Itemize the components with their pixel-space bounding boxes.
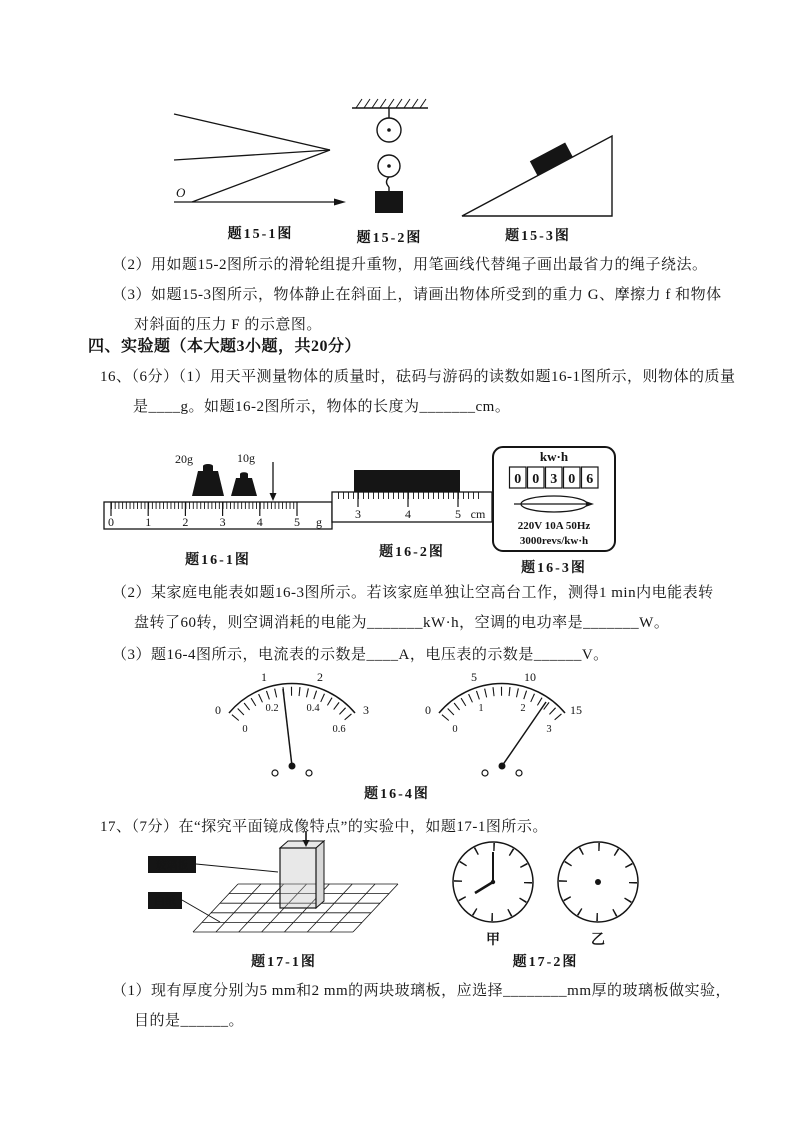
fig-15-3-diagram (458, 130, 618, 222)
clock-jia-center (491, 880, 495, 884)
figure-16-3 (490, 444, 618, 577)
meter-unit-title: kw·h (539, 449, 569, 464)
voltmeter-scale-label: 0 (452, 724, 458, 735)
fig-16-4-caption: 题16-4图 (364, 787, 430, 802)
weight-20g-neck (203, 466, 213, 471)
fixed-pulley-axle (387, 128, 391, 132)
ammeter-scale-label: 1 (261, 670, 267, 684)
rider-pointer-arrowhead (270, 493, 277, 501)
clock-yi-center (595, 879, 601, 885)
meter-digit: 0 (514, 472, 522, 487)
fig-17-1-caption: 题17-1图 (251, 955, 317, 970)
q16-intro-text: 16、（6分）（1）用天平测量物体的质量时，砝码与游码的读数如题16-1图所示，则物体的质量是____g。如题16-2图所示，物体的长度为_______cm。 (100, 369, 736, 415)
voltmeter-ticks (445, 691, 559, 718)
voltmeter-scale-label: 10 (524, 670, 536, 684)
ceiling-hatch (356, 99, 426, 108)
ammeter-terminal (306, 770, 312, 776)
ammeter-terminal (272, 770, 278, 776)
figure-17-1 (148, 830, 420, 971)
meter-digit: 6 (586, 472, 594, 487)
disc-arrowhead (586, 501, 594, 507)
voltmeter-pivot (499, 763, 506, 770)
voltmeter-scale-label: 0 (425, 703, 431, 717)
weight-10g-label: 10g (237, 451, 255, 465)
q16-part3-text: （3）题16-4图所示，电流表的示数是____A，电压表的示数是______V。 (112, 647, 609, 663)
clock-yi-label: 乙 (591, 933, 605, 948)
fig-15-1-caption: 题15-1图 (227, 227, 294, 242)
weight-10g-neck (240, 474, 248, 478)
weight-20g-body (192, 471, 224, 496)
q16-part2-text: （2）某家庭电能表如题16-3图所示。若该家庭单独让空高台工作，测得1 min内电能表转盘转了60转，则空调消耗的电能为_______kW·h，空调的电功率是_______W。 (112, 585, 714, 631)
ray-line-upper (174, 114, 330, 150)
tick-label: 0 (108, 515, 114, 529)
voltmeter-scale-label: 3 (546, 724, 552, 735)
fig-15-3-caption: 题15-3图 (505, 229, 571, 244)
ammeter-scale-label: 0.2 (265, 703, 279, 714)
movable-pulley-axle (387, 164, 391, 168)
fig-17-2-diagram (438, 836, 653, 948)
fig-17-1-diagram (148, 830, 420, 948)
unit-label: g (316, 515, 322, 529)
glass-plate (280, 848, 316, 908)
fig-15-1-diagram (168, 98, 353, 220)
q17-part1-text: （1）现有厚度分别为5 mm和2 mm的两块玻璃板，应选择________mm厚的玻璃板做实验，目的是______。 (112, 983, 732, 1029)
ammeter-ticks (235, 691, 349, 718)
meter-digit: 0 (568, 472, 576, 487)
figure-15-2 (342, 92, 437, 247)
glass-plate-label: 玻璃板 (155, 859, 189, 872)
ammeter-scale-label: 0 (242, 724, 248, 735)
meter-digit: 3 (550, 472, 558, 487)
voltmeter-terminal (482, 770, 488, 776)
unit-label: cm (470, 507, 486, 521)
figure-15-1 (168, 98, 353, 243)
tick-label: 2 (182, 515, 189, 529)
hook (387, 177, 390, 187)
fig-16-2-diagram (328, 458, 496, 538)
weight-10g-body (231, 478, 257, 496)
tick-label: 5 (455, 507, 461, 521)
figure-16-4 (182, 660, 612, 803)
weight-20g-label: 20g (175, 452, 193, 466)
glass-plate-side (316, 841, 324, 908)
ammeter-scale-label: 0.4 (306, 703, 320, 714)
meter-spec-line2: 3000revs/kw·h (519, 535, 589, 547)
figure-17-2 (438, 836, 653, 971)
fig-16-3-caption: 题16-3图 (521, 561, 587, 576)
voltmeter-scale-label: 5 (471, 670, 477, 684)
fig-16-3-diagram (490, 444, 618, 554)
voltmeter-scale-label: 15 (570, 703, 582, 717)
glass-leader-line (196, 864, 278, 872)
section-4-title: 四、实验题（本大题3小题，共20分） (88, 338, 362, 355)
fig-15-2-caption: 题15-2图 (356, 231, 423, 246)
fig-16-1-caption: 题16-1图 (185, 553, 251, 568)
fig-17-2-caption: 题17-2图 (512, 955, 579, 970)
block-on-incline (530, 142, 573, 175)
paper-leader-line (182, 900, 220, 922)
ammeter-scale-label: 3 (363, 703, 369, 717)
q15-part3-text: （3）如题15-3图所示，物体静止在斜面上，请画出物体所受到的重力 G、摩擦力 f 和物体对斜面的压力 F 的示意图。 (112, 287, 722, 333)
weight-block (375, 191, 403, 213)
ammeter-scale-label: 0 (215, 703, 221, 717)
clock-jia-label: 甲 (486, 933, 500, 948)
fig-16-1-diagram (98, 450, 338, 546)
tick-label: 4 (256, 515, 263, 529)
incline-triangle (462, 136, 612, 216)
figure-16-1 (98, 450, 338, 569)
ammeter-scale-label: 2 (317, 670, 323, 684)
ammeter-needle (283, 689, 292, 766)
tick-label: 4 (405, 507, 411, 521)
tick-label: 1 (145, 515, 152, 529)
figure-16-2 (328, 458, 496, 561)
meter-spec-line1: 220V 10A 50Hz (517, 520, 591, 532)
fig-16-4-diagram (182, 660, 612, 780)
tick-label: 3 (355, 507, 361, 521)
clock-jia-hour-hand (475, 882, 493, 893)
meter-digit: 0 (532, 472, 540, 487)
fig-15-2-diagram (342, 92, 437, 224)
tick-label: 5 (294, 515, 300, 529)
tick-label: 3 (219, 515, 226, 529)
measured-object (354, 470, 460, 492)
ammeter-pivot (289, 763, 296, 770)
fig-16-2-caption: 题16-2图 (379, 545, 445, 560)
ammeter-scale-label: 0.6 (332, 724, 346, 735)
paper-label: 白纸 (154, 895, 176, 908)
q17-intro-text: 17、（7分）在“探究平面镜成像特点”的实验中，如题17-1图所示。 (100, 819, 548, 835)
point-o-label: O (176, 185, 186, 200)
voltmeter-scale-label: 2 (520, 703, 526, 714)
figure-15-3 (458, 130, 618, 245)
voltmeter-scale-label: 1 (478, 703, 484, 714)
voltmeter-terminal (516, 770, 522, 776)
q15-part2-text: （2）用如题15-2图所示的滑轮组提升重物，用笔画线代替绳子画出最省力的绳子绕法。 (112, 257, 708, 273)
